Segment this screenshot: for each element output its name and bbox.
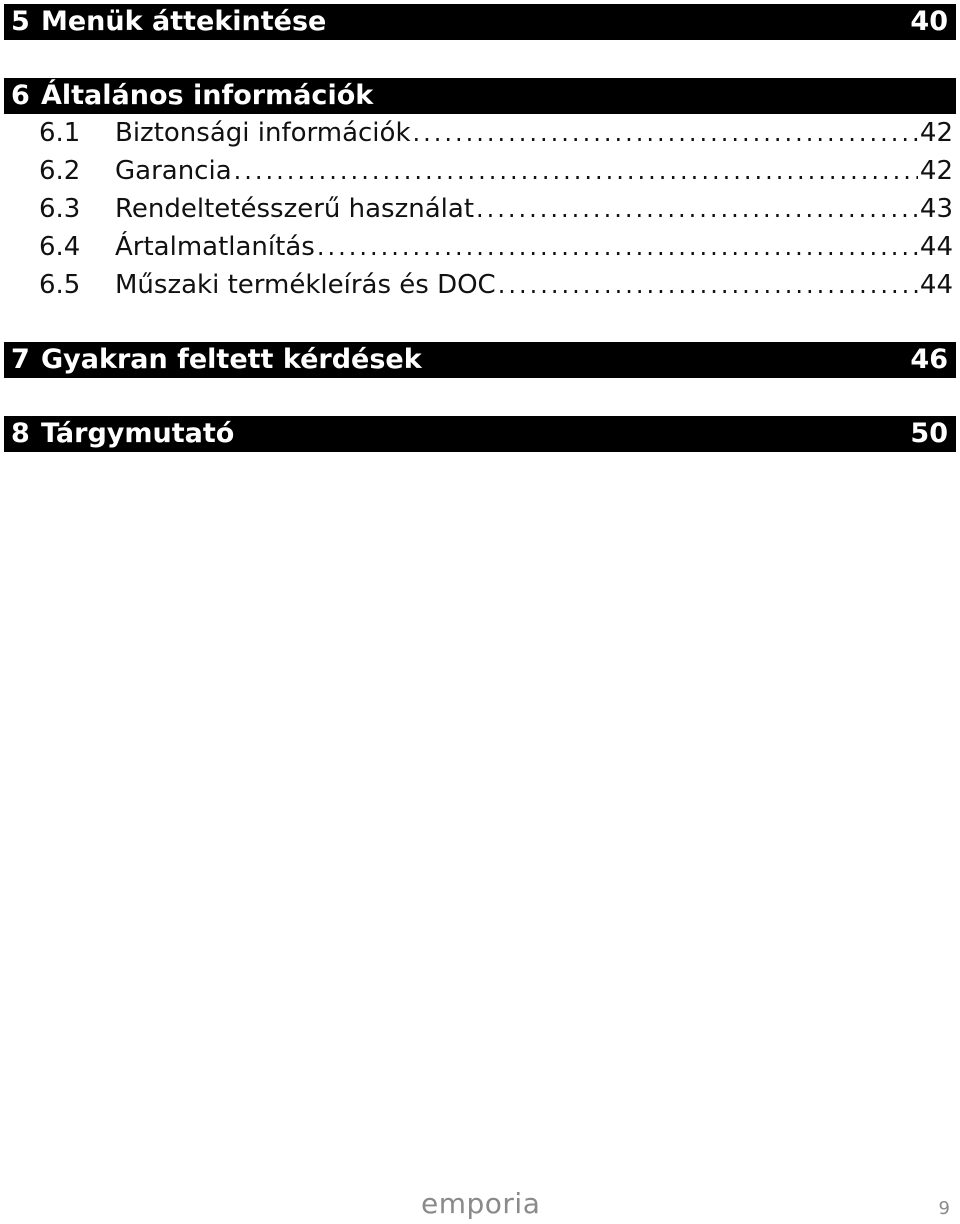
entry-label: Rendeltetésszerű használat [115,194,475,224]
section-number: 8 [11,418,30,449]
toc-section-5 [4,4,956,40]
toc-section-header[interactable] [4,4,956,40]
toc-section-7 [4,342,956,378]
entry-page: 42 [919,156,953,186]
section-title: Általános információk [41,80,374,111]
toc-section-header[interactable] [4,416,956,452]
entry-number: 6.5 [39,270,81,300]
toc-section-8 [4,416,956,452]
section-number: 5 [11,6,30,37]
entry-label: Ártalmatlanítás [115,232,315,262]
section-title: Menük áttekintése [41,6,327,37]
table-of-contents [4,4,956,452]
emporia-logo: emporia [421,1187,541,1220]
toc-entry[interactable] [4,228,956,266]
entry-page: 43 [919,194,953,224]
entry-page: 44 [919,232,953,262]
page-number: 9 [938,1198,950,1219]
entry-number: 6.4 [39,232,81,262]
dot-leader [234,152,918,190]
dot-leader [317,228,918,266]
entry-label: Biztonsági információk [115,118,411,148]
entry-label: Műszaki termékleírás és DOC [115,270,496,300]
toc-entry[interactable] [4,190,956,228]
toc-section-header[interactable] [4,342,956,378]
toc-section-header[interactable] [4,78,956,114]
toc-entry[interactable] [4,266,956,304]
section-page: 40 [910,6,948,37]
entry-number: 6.1 [39,118,81,148]
entry-page: 42 [919,118,953,148]
dot-leader [498,266,918,304]
section-number: 7 [11,344,30,375]
toc-section-6 [4,78,956,304]
toc-entry[interactable] [4,152,956,190]
toc-entry[interactable] [4,114,956,152]
entry-label: Garancia [115,156,232,186]
entry-number: 6.2 [39,156,81,186]
dot-leader [413,114,918,152]
dot-leader [476,190,918,228]
entry-number: 6.3 [39,194,81,224]
section-title: Tárgymutató [41,418,235,449]
section-page: 50 [910,418,948,449]
entry-page: 44 [919,270,953,300]
section-number: 6 [11,80,30,111]
section-title: Gyakran feltett kérdések [41,344,422,375]
section-page: 46 [910,344,948,375]
